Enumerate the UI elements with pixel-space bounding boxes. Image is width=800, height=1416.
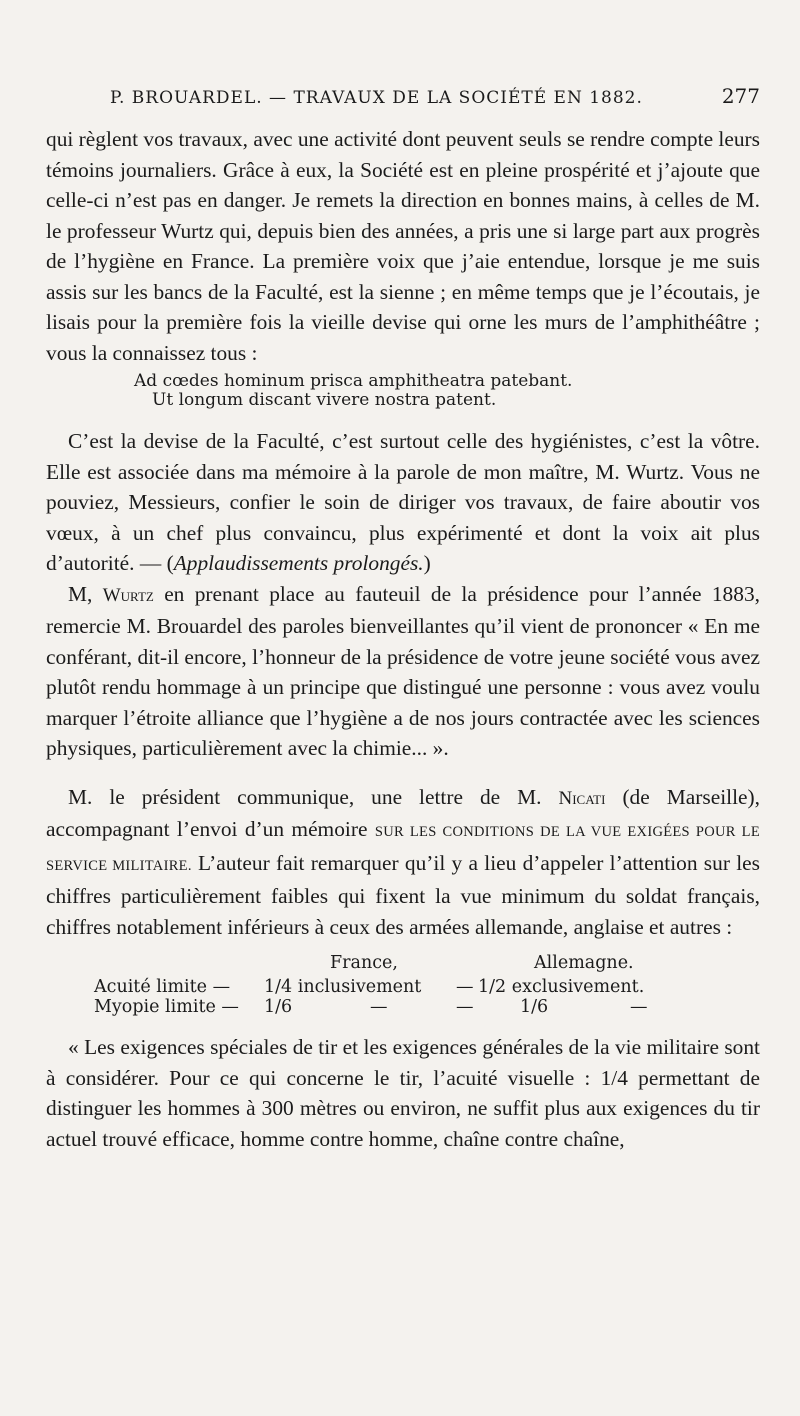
body-text	[46, 124, 760, 1154]
row-label: Acuité limite —	[94, 977, 231, 997]
paragraph-nicati-part1: M. le président communique, une lettre de M.	[68, 784, 542, 809]
running-header	[110, 84, 760, 116]
paragraph-devise-text: C’est la devise de la Faculté, c’est surtout celle des hygiénistes, c’est la vôtre. Elle est associée dans ma mémoire à la parole de mon maître, M. Wurtz. Vous ne pouviez, Messieurs, confier le soin de diriger vos travaux, de faire aboutir vos vœux, à un chef plus convaincu, plus expérimenté et dont la voix ait plus d’autorité. — (	[46, 429, 760, 575]
paragraph-wurtz-text: en prenant place au fauteuil de la présidence pour l’année 1883, remercie M. Brouardel des paroles bienveillantes qu’il vient de prononcer « En me conférant, dit-il encore, l’honneur de la présidence de votre jeune société vous avez plutôt rendu hommage à un principe que distingué une personne : vous avez voulu marquer l’étroite alliance que l’hygiène a de nos jours contractée avec les sciences physiques, particulièrement avec la chimie... ».	[46, 581, 760, 760]
paragraph-nicati	[46, 782, 760, 943]
latin-motto	[134, 372, 760, 410]
cell-mid-dash: —	[370, 997, 388, 1017]
column-header-france: France,	[330, 953, 398, 973]
name-wurtz: Wurtz	[102, 584, 154, 606]
motto-line-1: Ad cœdes hominum prisca amphitheatra patebant.	[134, 371, 573, 391]
memoir-title: SUR LES CONDITIONS DE LA VUE EXIGÉES POUR LE SERVICE MILITAIRE.	[46, 824, 760, 874]
paragraph-wurtz-lead: M,	[68, 581, 93, 606]
table-row	[94, 992, 648, 1023]
cell-dash: —	[456, 977, 474, 997]
row-label: Myopie limite —	[94, 997, 239, 1017]
paragraph-continued: qui règlent vos travaux, avec une activité dont peuvent seuls se rendre compte leurs témoins journaliers. Grâce à eux, la Société est en pleine prospérité et j’ajoute que celle-ci n’est pas en danger. Je remets la direction en bonnes mains, à celles de M. le professeur Wurtz qui, depuis bien des années, a pris une si large part aux progrès de l’hygiène en France. La première voix que j’aie entendue, lorsque je me suis assis sur les bancs de la Faculté, est la sienne ; en même temps que je l’écoutais, je lisais pour la première fois la vieille devise qui orne les murs de l’amphithéâtre ; vous la connaissez tous :	[46, 127, 760, 365]
motto-line-2: Ut longum discant vivere nostra patent.	[152, 390, 497, 410]
paragraph-exigences: « Les exigences spéciales de tir et les exigences générales de la vie militaire sont à considérer. Pour ce qui concerne le tir, l’acuité visuelle : 1/4 permettant de distinguer les hommes à 300 mètres ou environ, ne suffit plus aux exigences du tir actuel trouvé efficace, homme contre homme, chaîne contre chaîne,	[46, 1035, 760, 1151]
page-number: 277	[721, 84, 760, 108]
paragraph-nicati-part2: (de Marseille), accompagnant l’envoi d’un mémoire	[46, 784, 760, 841]
paragraph-nicati-part3: L’auteur fait remarquer qu’il y a lieu d’appeler l’attention sur les chiffres particulièrement faibles qui fixent la vue minimum du soldat français, chiffres notablement inférieurs à ceux des armées allemande, anglaise et autres :	[46, 850, 760, 939]
section-gap	[46, 764, 760, 782]
name-nicati: Nicati	[558, 787, 606, 809]
paragraph-wurtz	[46, 579, 760, 764]
cell-allemagne: 1/2 exclusivement.	[478, 977, 645, 997]
cell-france: 1/6	[264, 997, 293, 1017]
paragraph-devise-close: )	[423, 551, 431, 575]
column-header-allemagne: Allemagne.	[534, 953, 634, 973]
cell-dash: —	[456, 997, 474, 1017]
applause-note: Applaudissements prolongés.	[173, 551, 424, 575]
cell-allemagne: 1/6	[520, 997, 549, 1017]
cell-france: 1/4 inclusivement	[264, 977, 422, 997]
running-title: P. BROUARDEL. — TRAVAUX DE LA SOCIÉTÉ EN 1882.	[110, 88, 643, 108]
vision-limits-table	[46, 948, 760, 1018]
cell-tail-dash: —	[630, 997, 648, 1017]
paragraph-devise	[46, 426, 760, 579]
